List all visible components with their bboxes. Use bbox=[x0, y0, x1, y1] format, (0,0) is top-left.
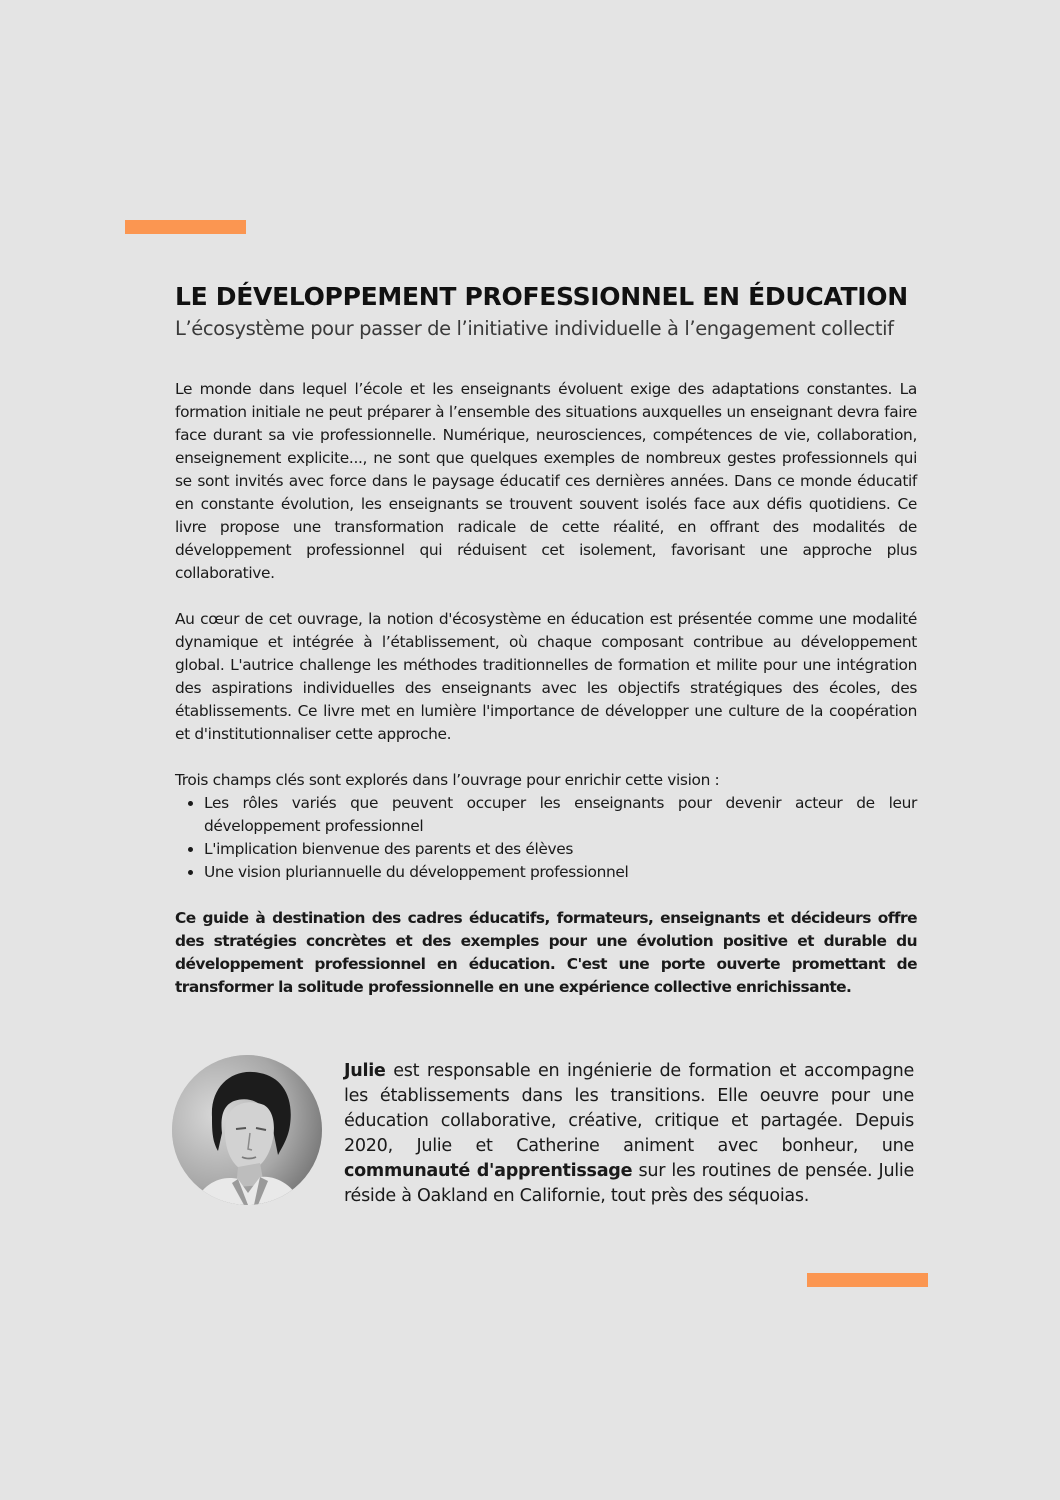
paragraph-2: Au cœur de cet ouvrage, la notion d'écosystème en éducation est présentée comme une modalité dynamique et intégrée à l’établissement, où chaque composant contribue au développement global. L'autrice challenge les méthodes traditionnelles de formation et milite pour une intégration des aspirations individuelles des enseignants avec les objectifs stratégiques des écoles, des établissements. Ce livre met en lumière l'importance de développer une culture de la coopération et d'institutionnaliser cette approche. bbox=[175, 610, 917, 743]
list-item: • Une vision pluriannuelle du développement professionnel bbox=[204, 861, 917, 884]
bio-text-2: sur les routines de pensée. Julie réside à Oakland en Californie, tout près des séquoias. bbox=[344, 1161, 914, 1206]
author-section bbox=[172, 1055, 914, 1215]
main-content bbox=[175, 280, 917, 1022]
list-intro: Trois champs clés sont explorés dans l’ouvrage pour enrichir cette vision : bbox=[175, 771, 720, 789]
accent-bar-bottom bbox=[807, 1273, 928, 1287]
list-item: • Les rôles variés que peuvent occuper les enseignants pour devenir acteur de leur développement professionnel bbox=[204, 792, 917, 838]
author-photo bbox=[172, 1055, 322, 1205]
author-bio bbox=[344, 1059, 914, 1209]
author-name: Julie bbox=[344, 1061, 386, 1081]
bio-highlight: communauté d'apprentissage bbox=[344, 1161, 633, 1181]
paragraph-1: Le monde dans lequel l’école et les enseignants évoluent exige des adaptations constantes. La formation initiale ne peut préparer à l’ensemble des situations auxquelles un enseignant devra faire face durant sa vie professionnelle. Numérique, neurosciences, compétences de vie, collaboration, enseignement explicite..., ne sont que quelques exemples de nombreux gestes professionnels qui se sont invités avec force dans le paysage éducatif ces dernières années. Dans ce monde éducatif en constante évolution, les enseignants se trouvent souvent isolés face aux défis quotidiens. Ce livre propose une transformation radicale de cette réalité, en offrant des modalités de développement professionnel qui réduisent cet isolement, favorisant une approche plus collaborative. bbox=[175, 380, 917, 582]
page-subtitle: L’écosystème pour passer de l’initiative individuelle à l’engagement collectif bbox=[175, 317, 894, 340]
bio-text-1: est responsable en ingénierie de formation et accompagne les établissements dans les transitions. Elle oeuvre pour une éducation collaborative, créative, critique et partagée. Depuis 2020, Julie et Catherine animent avec bonheur, une bbox=[344, 1061, 914, 1156]
list-item: • L'implication bienvenue des parents et des élèves bbox=[204, 838, 917, 861]
key-fields-list bbox=[175, 792, 917, 884]
page-title: LE DÉVELOPPEMENT PROFESSIONNEL EN ÉDUCATION bbox=[175, 282, 908, 311]
portrait-image bbox=[172, 1055, 322, 1205]
closing-statement: Ce guide à destination des cadres éducatifs, formateurs, enseignants et décideurs offre des stratégies concrètes et des exemples pour une évolution positive et durable du développement professionnel en éducation. C'est une porte ouverte promettant de transformer la solitude professionnelle en une expérience collective enrichissante. bbox=[175, 909, 917, 996]
description bbox=[175, 378, 917, 999]
accent-bar-top bbox=[125, 220, 246, 234]
